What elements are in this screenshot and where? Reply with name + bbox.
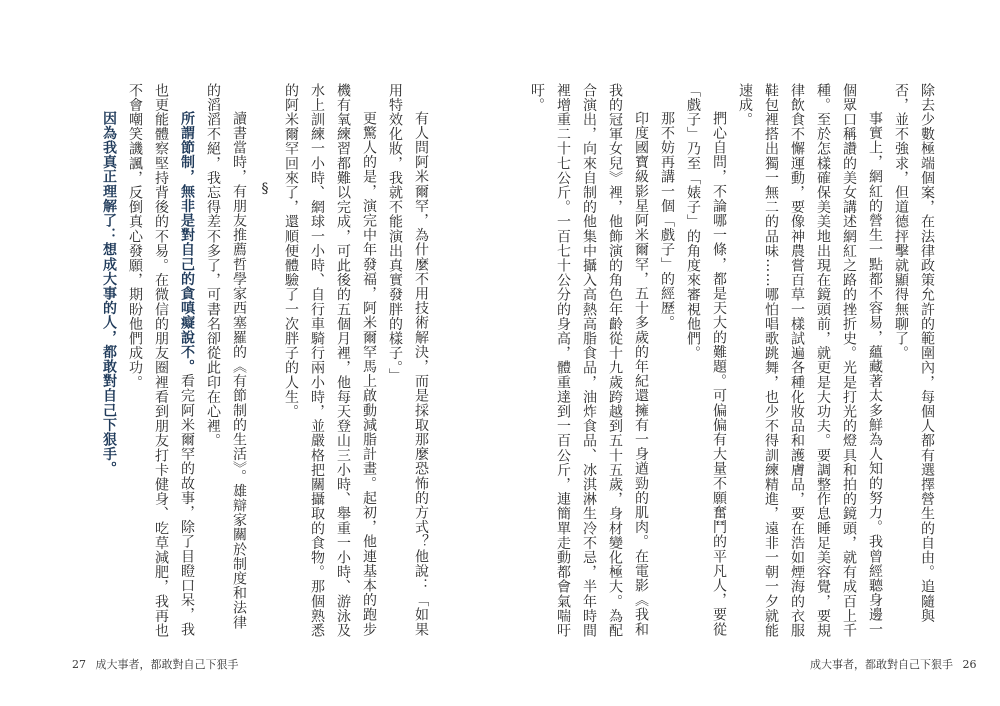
paragraph-rest: 看完阿米爾罕的故事，除了目瞪口呆，我也更能體察堅持背後的不易。在微信的朋友圈裡看到朋友打卡健身、吃草減肥，我再也不會嘲笑譏諷，反倒真心發願，期盼他們成功。 — [127, 83, 195, 638]
paragraph: 事實上，網紅的營生一點都不容易，蘊藏著太多鮮為人知的努力。我曾經聽身邊一個眾口稱讚的美女講述網紅之路的挫折史。光是打光的燈具和拍的鏡頭，就有成百上千種。至於怎樣確保美美地出現在鏡頭前，就更是大功夫。要調整作息睡足美容覺，要規律飲食不懈運動，要像神農嘗百草一樣試遍各種化妝品和護膚品，要在浩如煙海的衣服鞋包裡搭出獨一無二的品味……哪怕唱歌跳舞，也少不得訓練精進，遠非一朝一夕就能速成。 — [737, 83, 883, 638]
page-number: 27 — [72, 658, 86, 671]
paragraph: 有人問阿米爾罕，為什麼不用技術解決，而是採取那麼恐怖的方式？他說：「如果用特效化妝，我就不能演出真實發胖的樣子。」 — [387, 83, 429, 637]
paragraph: 更驚人的是，演完中年發福，阿米爾罕馬上啟動減脂計畫。起初，他連基本的跑步機有氧練習都難以完成，可此後的五個月裡，他每天登山三小時、舉重一小時、游泳及水上訓練一小時、網球一小時、自行車騎行兩小時，並嚴格把關攝取的食物。那個熟悉的阿米爾罕回來了，還順便體驗了一次胖子的人生。 — [283, 83, 377, 638]
left-page-body — [94, 83, 434, 643]
paragraph: 捫心自問，不論哪一條，都是天大的難題。可偏偏有大量不願奮鬥的平凡人，要從「戲子」乃至「婊子」的角度來審視他們。 — [685, 83, 727, 637]
paragraph: 那不妨再講一個「戲子」的經歷。 — [659, 111, 675, 330]
page-number: 26 — [962, 658, 977, 671]
left-page-footer — [66, 656, 239, 672]
running-title: 成大事者，都敢對自己下狠手 — [810, 658, 953, 671]
paragraph: 除去少數極端個案，在法律政策允許的範圍內，每個人都有選擇營生的自由。追隨與否，並不強求，但道德抨擊就顯得無聊了。 — [893, 83, 935, 624]
right-page-body — [529, 83, 940, 643]
right-page-footer — [810, 656, 983, 672]
running-title: 成大事者，都敢對自己下狠手 — [95, 658, 239, 671]
paragraph: 印度國寶級影星阿米爾罕，五十多歲的年紀還擁有一身遒勁的肌肉。在電影《我和我的冠軍女兒》裡，他飾演的角色年齡從十九歲跨越到五十五歲，身材變化極大。為配合演出，向來自制的他集中攝入高熱高脂食品，油炸食品、冰淇淋生冷不忌，半年時間裡增重二十七公斤。一百七十公分的身高，體重達到一百公斤，連簡單走動都會氣喘吁吁。 — [529, 83, 649, 638]
closing-line: 因為我真正理解了：想成大事的人，都敢對自己下狠手。 — [101, 111, 117, 476]
emphasis-text: 所謂節制，無非是對自己的貪嗔癡說不。 — [179, 111, 195, 374]
paragraph — [122, 83, 200, 643]
paragraph: 讀書當時，有朋友推薦哲學家西塞羅的《有節制的生活》。雄辯家關於制度和法律的滔滔不絕，我忘得差不多了，可書名卻從此印在心裡。 — [205, 83, 247, 630]
section-separator: § — [257, 181, 273, 198]
